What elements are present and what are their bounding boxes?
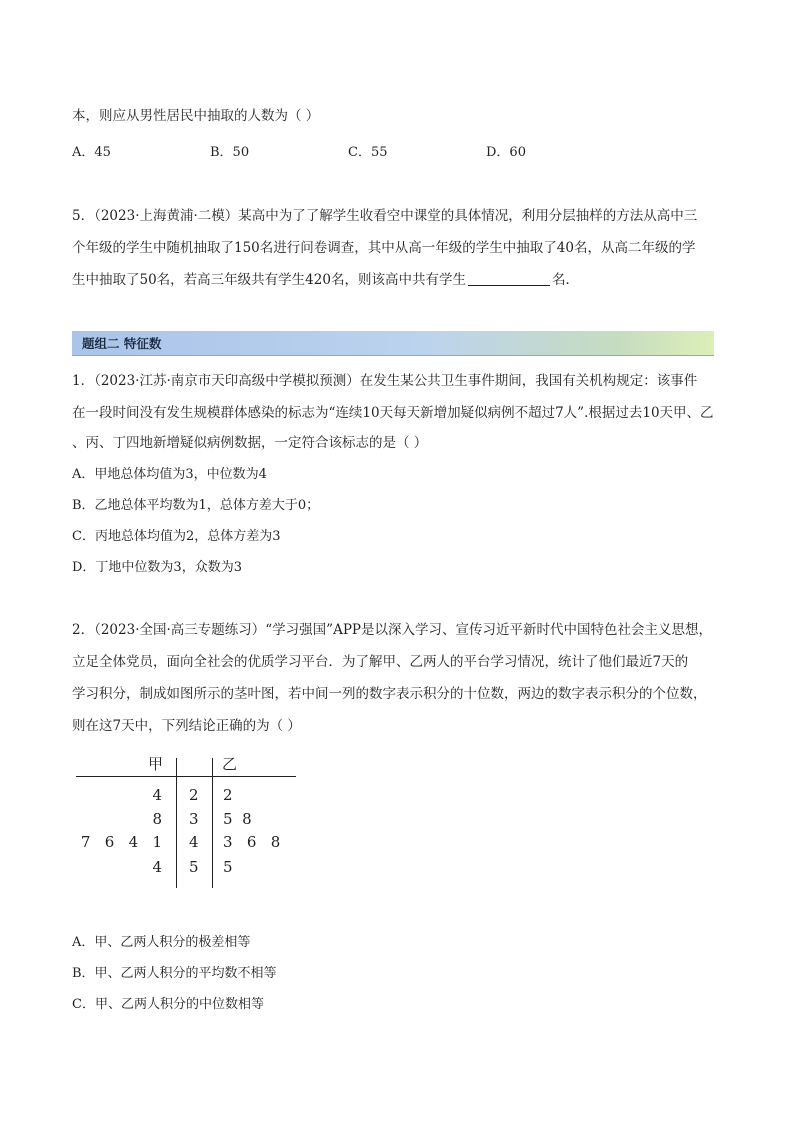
stem-divider-left — [176, 758, 177, 888]
s2q1-option-b: B．乙地总体平均数为1，总体方差大于0； — [72, 498, 320, 513]
row-2-right-leaves: 5 8 — [223, 810, 252, 828]
row-2-stem: 3 — [189, 810, 199, 828]
s2q2-line-4: 则在这7天中，下列结论正确的为（ ） — [72, 718, 301, 734]
s2q2-line-2: 立足全体党员，面向全社会的优质学习平台．为了解甲、乙两人的平台学习情况，统计了他们最近7天的 — [72, 654, 689, 670]
s2q2-option-c: C．甲、乙两人积分的中位数相等 — [72, 997, 264, 1012]
q5-line-1: 5．（2023·上海黄浦·二模）某高中为了了解学生收看空中课堂的具体情况，利用分层抽样的方法从高中三 — [72, 208, 698, 224]
s2q1-line-3: 、丙、丁四地新增疑似病例数据，一定符合该标志的是（ ） — [72, 435, 428, 451]
q4-stem-line: 本，则应从男性居民中抽取的人数为（ ） — [72, 108, 320, 124]
row-4-right-leaves: 5 — [223, 858, 233, 876]
s2q1-line-2: 在一段时间没有发生规模群体感染的标志为“连续10天每天新增加疑似病例不超过7人”.根据过去10天甲、乙 — [72, 405, 714, 421]
section-header — [72, 331, 714, 356]
s2q2-option-b: B．甲、乙两人积分的平均数不相等 — [72, 966, 277, 981]
header-yi: 乙 — [222, 755, 238, 773]
stem-leaf-table — [76, 752, 298, 892]
row-1-stem: 2 — [189, 786, 199, 804]
section-title: 题组二 特征数 — [82, 336, 162, 351]
row-3-stem: 4 — [189, 833, 199, 851]
row-4-left-leaves: 4 — [152, 858, 162, 876]
q5-line-3 — [72, 270, 579, 290]
s2q2-option-a: A．甲、乙两人积分的极差相等 — [72, 935, 251, 950]
s2q2-line-1: 2．（2023·全国·高三专题练习）“学习强国”APP是以深入学习、宣传习近平新时代中国特色社会主义思想， — [72, 622, 712, 638]
row-4-stem: 5 — [189, 858, 199, 876]
q5-line-2: 个年级的学生中随机抽取了150名进行问卷调查，其中从高一年级的学生中抽取了40名，从高二年级的学 — [72, 240, 696, 256]
q4-option-b: B．50 — [210, 145, 250, 160]
row-3-right-leaves: 3 6 8 — [223, 833, 281, 851]
row-1-right-leaves: 2 — [223, 786, 233, 804]
s2q2-line-3: 学习积分，制成如图所示的茎叶图，若中间一列的数字表示积分的十位数，两边的数字表示积分的个位数， — [72, 686, 707, 702]
s2q1-option-d: D．丁地中位数为3，众数为3 — [72, 560, 242, 575]
s2q1-line-1: 1．（2023·江苏·南京市天印高级中学模拟预测）在发生某公共卫生事件期间，我国有关机构规定：该事件 — [72, 373, 698, 389]
table-header-rule — [76, 776, 296, 777]
q4-option-c: C．55 — [348, 145, 388, 160]
q4-option-d: D．60 — [486, 145, 526, 160]
s2q1-option-c: C．丙地总体均值为2，总体方差为3 — [72, 529, 281, 544]
q4-option-a: A．45 — [72, 145, 111, 160]
header-jia: 甲 — [148, 755, 164, 773]
s2q1-option-a: A．甲地总体均值为3，中位数为4 — [72, 467, 267, 482]
q5-line-3-suffix: 名． — [551, 272, 579, 288]
row-1-left-leaves: 4 — [152, 786, 162, 804]
q5-line-3-text: 生中抽取了50名，若高三年级共有学生420名，则该高中共有学生 — [72, 272, 466, 288]
stem-divider-right — [212, 758, 213, 888]
row-2-left-leaves: 8 — [152, 810, 162, 828]
answer-blank — [468, 271, 550, 286]
row-3-left-leaves: 7 6 4 1 — [80, 833, 162, 851]
